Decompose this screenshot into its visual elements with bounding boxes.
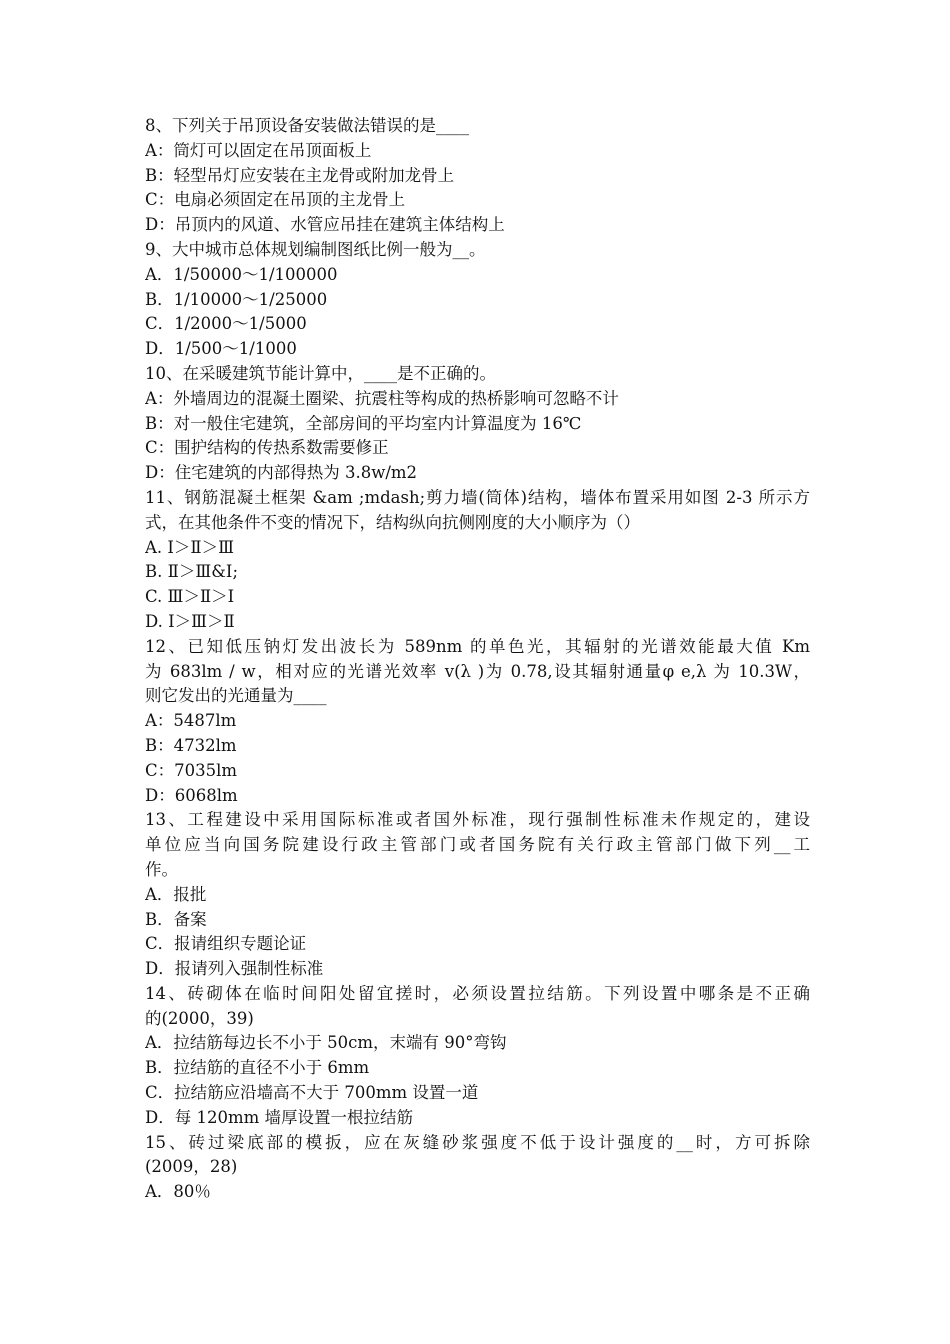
text-line: (2009，28) <box>145 1157 238 1177</box>
text-line: B．备案 <box>145 909 207 929</box>
text-line: 15、砖过梁底部的模扳，应在灰缝砂浆强度不低于设计强度的__时，方可拆除 <box>145 1132 810 1152</box>
text-line: 10、在采暖建筑节能计算中，____是不正确的。 <box>145 363 496 383</box>
text-line: A：筒灯可以固定在吊顶面板上 <box>145 140 372 160</box>
text-line: C．报请组织专题论证 <box>145 934 307 954</box>
text-line: 为 683lm / w，相对应的光谱光效率 v(λ )为 0.78,设其辐射通量φ e,λ 为 10.3W， <box>145 661 810 681</box>
text-line: 式，在其他条件不变的情况下，结构纵向抗侧刚度的大小顺序为（） <box>145 512 640 532</box>
text-line: D. Ⅰ＞Ⅲ＞Ⅱ <box>145 611 235 631</box>
text-line: C：围护结构的传热系数需要修正 <box>145 438 389 458</box>
text-line: D．1/500～1/1000 <box>145 339 297 359</box>
text-line: A. Ⅰ＞Ⅱ＞Ⅲ <box>145 537 235 557</box>
text-line: A．1/50000～1/100000 <box>145 264 338 284</box>
text-line: B. Ⅱ＞Ⅲ&Ⅰ; <box>145 562 239 582</box>
text-line: 13、工程建设中采用国际标准或者国外标准，现行强制性标准未作规定的，建设 <box>145 810 810 830</box>
text-line: 9、大中城市总体规划编制图纸比例一般为__。 <box>145 239 486 259</box>
document-page <box>145 114 810 1205</box>
text-line: D：6068lm <box>145 785 238 805</box>
text-line: 12、已知低压钠灯发出波长为 589nm 的单色光，其辐射的光谱效能最大值 Km <box>145 636 810 656</box>
text-line: B：轻型吊灯应安装在主龙骨或附加龙骨上 <box>145 165 455 185</box>
text-line: D：住宅建筑的内部得热为 3.8w/m2 <box>145 463 418 483</box>
text-line: 11、钢筋混凝土框架 &am ;mdash;剪力墙(筒体)结构，墙体布置采用如图 2-3 所示方 <box>145 487 810 507</box>
text-line: A．拉结筋每边长不小于 50cm，末端有 90°弯钩 <box>145 1033 507 1053</box>
text-line: 的(2000，39) <box>145 1008 254 1028</box>
text-line: 14、砖砌体在临时间阳处留宜搓时，必须设置拉结筋。下列设置中哪条是不正确 <box>145 983 810 1003</box>
text-line: 8、下列关于吊顶设备安装做法错误的是____ <box>145 116 469 135</box>
text-line: 则它发出的光通量为____ <box>145 686 327 706</box>
text-line: 单位应当向国务院建设行政主管部门或者国务院有关行政主管部门做下列__工 <box>145 835 810 855</box>
text-line: A．报批 <box>145 884 207 904</box>
text-line: B：4732lm <box>145 735 237 755</box>
text-line: C：7035lm <box>145 760 238 780</box>
text-line: B．1/10000～1/25000 <box>145 289 328 309</box>
text-line: B．拉结筋的直径不小于 6mm <box>145 1058 370 1078</box>
text-line: A：5487lm <box>145 711 237 731</box>
text-line: D．每 120mm 墙厚设置一根拉结筋 <box>145 1107 414 1127</box>
text-line: C：电扇必须固定在吊顶的主龙骨上 <box>145 190 406 210</box>
text-line: A：外墙周边的混凝土圈梁、抗震柱等构成的热桥影响可忽略不计 <box>145 388 619 408</box>
text-line: C. Ⅲ＞Ⅱ＞Ⅰ <box>145 587 235 607</box>
text-line: C．1/2000～1/5000 <box>145 314 307 334</box>
text-line: 作。 <box>145 859 178 879</box>
text-line: D．报请列入强制性标准 <box>145 959 324 979</box>
text-line: A．80％ <box>145 1182 211 1202</box>
text-line: D：吊顶内的风道、水管应吊挂在建筑主体结构上 <box>145 215 505 235</box>
text-line: C．拉结筋应沿墙高不大于 700mm 设置一道 <box>145 1083 479 1103</box>
text-line: B：对一般住宅建筑，全部房间的平均室内计算温度为 16℃ <box>145 413 582 433</box>
